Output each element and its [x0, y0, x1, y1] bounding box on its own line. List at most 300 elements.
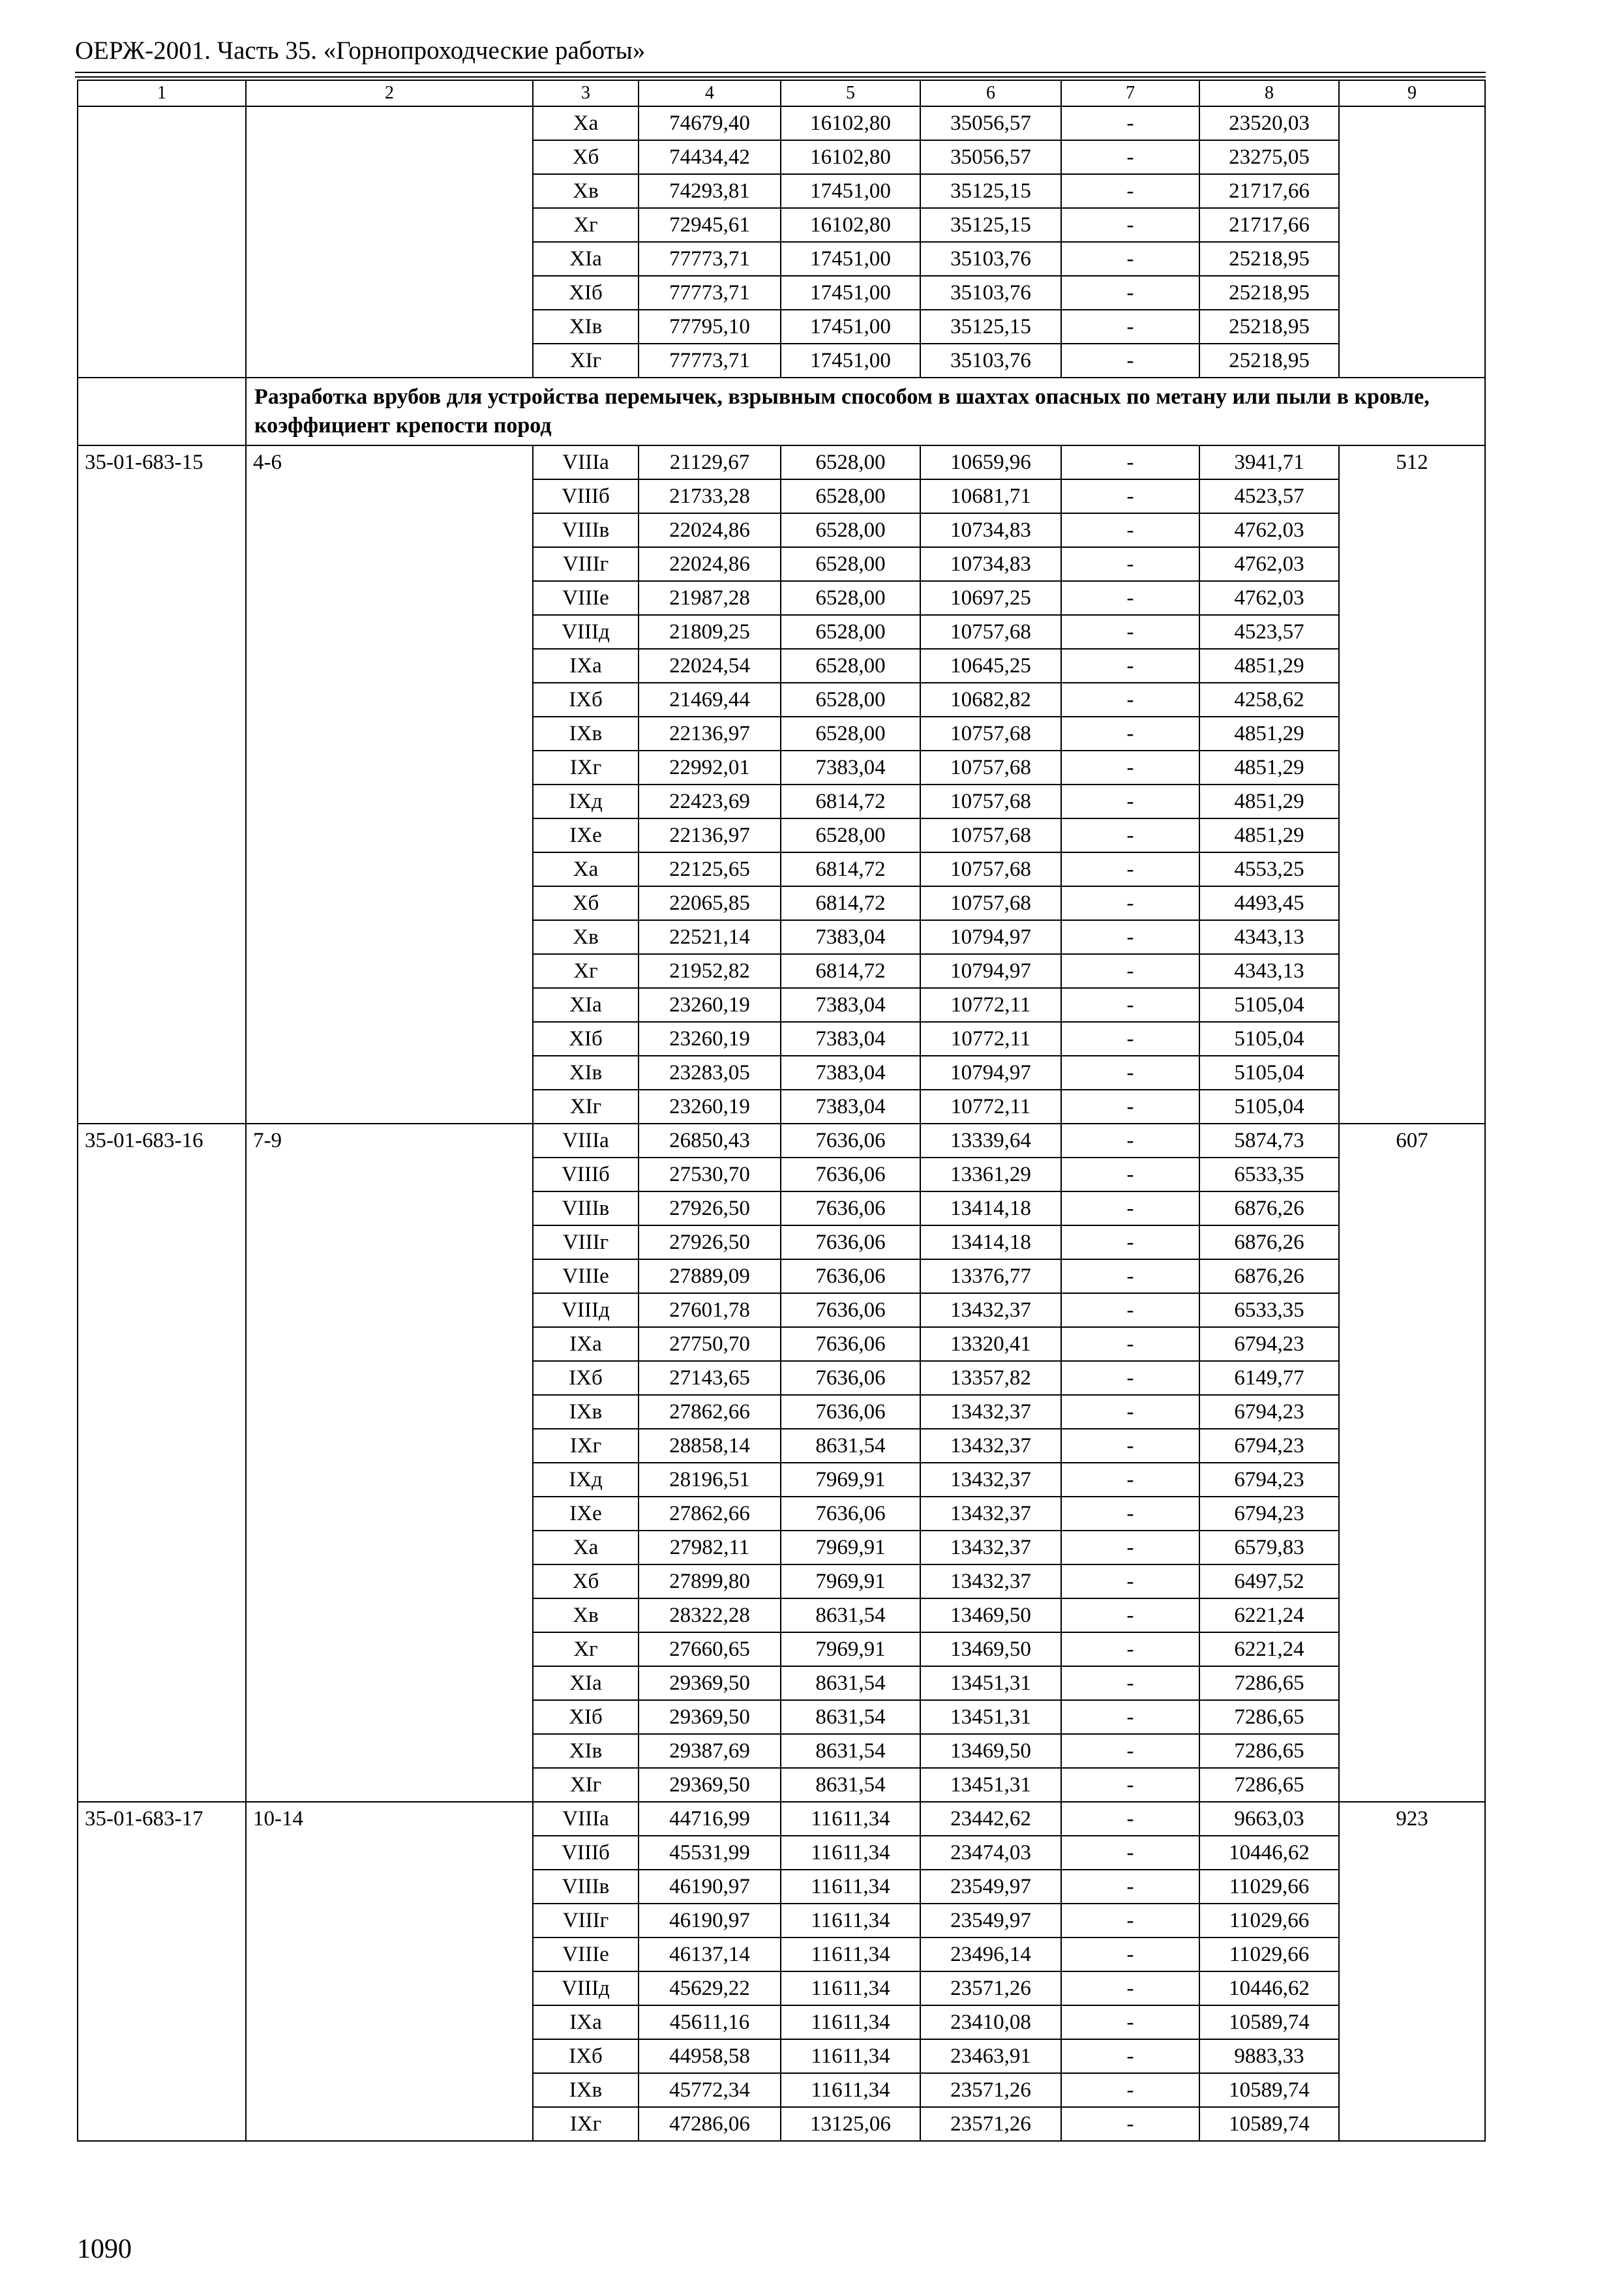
hardness-range-cell	[246, 852, 533, 886]
direct-cost-cell: 44716,99	[639, 1802, 781, 1836]
direct-cost-cell: 22423,69	[639, 785, 781, 818]
materials-cell: 4343,13	[1199, 920, 1339, 954]
hardness-range-cell	[246, 1564, 533, 1598]
hardness-range-cell	[246, 1904, 533, 1937]
machine-operation-cell: 35103,76	[920, 242, 1061, 276]
rate-code-cell	[78, 1022, 246, 1056]
category-cell: IXд	[533, 1463, 639, 1497]
column-number: 8	[1199, 80, 1339, 106]
wages-cell: 6528,00	[781, 581, 920, 615]
hardness-range-cell	[246, 1632, 533, 1666]
rate-code-cell	[78, 1836, 246, 1870]
rate-code-cell	[78, 1395, 246, 1429]
table-row	[78, 1598, 1485, 1632]
rate-code-cell	[78, 920, 246, 954]
rate-code-cell	[78, 276, 246, 310]
rate-code-cell	[78, 785, 246, 818]
direct-cost-cell: 46137,14	[639, 1937, 781, 1971]
category-cell: VIIIг	[533, 1904, 639, 1937]
hardness-range-cell	[246, 988, 533, 1022]
table-row	[78, 1293, 1485, 1327]
page-number: 1090	[77, 2234, 132, 2264]
direct-cost-cell: 45629,22	[639, 1971, 781, 2005]
category-cell: VIIIб	[533, 479, 639, 513]
rate-code-cell	[78, 1734, 246, 1768]
table-row	[78, 2073, 1485, 2107]
machinist-wages-cell: -	[1061, 1598, 1199, 1632]
direct-cost-cell: 22992,01	[639, 751, 781, 785]
table-row	[78, 1666, 1485, 1700]
labor-cost-cell	[1339, 2107, 1485, 2141]
direct-cost-cell: 29369,50	[639, 1666, 781, 1700]
materials-cell: 6794,23	[1199, 1463, 1339, 1497]
direct-cost-cell: 22065,85	[639, 886, 781, 920]
hardness-range-cell	[246, 1293, 533, 1327]
direct-cost-cell: 21733,28	[639, 479, 781, 513]
table-row	[78, 310, 1485, 344]
wages-cell: 17451,00	[781, 174, 920, 208]
rate-code-cell: 35-01-683-15	[78, 445, 246, 479]
direct-cost-cell: 74679,40	[639, 106, 781, 140]
labor-cost-cell	[1339, 886, 1485, 920]
materials-cell: 21717,66	[1199, 174, 1339, 208]
category-cell: XIб	[533, 276, 639, 310]
wages-cell: 6528,00	[781, 649, 920, 683]
machine-operation-cell: 23549,97	[920, 1870, 1061, 1904]
wages-cell: 7383,04	[781, 988, 920, 1022]
materials-cell: 6794,23	[1199, 1327, 1339, 1361]
machine-operation-cell: 10734,83	[920, 513, 1061, 547]
machine-operation-cell: 35125,15	[920, 208, 1061, 242]
table-row	[78, 920, 1485, 954]
table-row	[78, 1497, 1485, 1531]
rate-code-cell	[78, 208, 246, 242]
labor-cost-cell	[1339, 1293, 1485, 1327]
materials-cell: 4851,29	[1199, 785, 1339, 818]
hardness-range-cell	[246, 1497, 533, 1531]
direct-cost-cell: 27143,65	[639, 1361, 781, 1395]
machine-operation-cell: 10757,68	[920, 717, 1061, 751]
table-row	[78, 2005, 1485, 2039]
rate-code-cell	[78, 1327, 246, 1361]
labor-cost-cell	[1339, 818, 1485, 852]
machine-operation-cell: 10757,68	[920, 886, 1061, 920]
labor-cost-cell	[1339, 751, 1485, 785]
table-row	[78, 1395, 1485, 1429]
wages-cell: 11611,34	[781, 2039, 920, 2073]
labor-cost-cell	[1339, 1971, 1485, 2005]
category-cell: IXе	[533, 818, 639, 852]
materials-cell: 7286,65	[1199, 1700, 1339, 1734]
machine-operation-cell: 10794,97	[920, 954, 1061, 988]
table-row	[78, 1870, 1485, 1904]
machine-operation-cell: 10772,11	[920, 1022, 1061, 1056]
category-cell: IXб	[533, 683, 639, 717]
materials-cell: 4762,03	[1199, 581, 1339, 615]
rate-code-cell	[78, 1225, 246, 1259]
machinist-wages-cell: -	[1061, 208, 1199, 242]
direct-cost-cell: 23283,05	[639, 1056, 781, 1090]
direct-cost-cell: 29387,69	[639, 1734, 781, 1768]
wages-cell: 11611,34	[781, 2073, 920, 2107]
category-cell: IXд	[533, 785, 639, 818]
machine-operation-cell: 13432,37	[920, 1395, 1061, 1429]
hardness-range-cell	[246, 1870, 533, 1904]
machine-operation-cell: 13320,41	[920, 1327, 1061, 1361]
direct-cost-cell: 72945,61	[639, 208, 781, 242]
labor-cost-cell: 607	[1339, 1124, 1485, 1158]
table-row	[78, 242, 1485, 276]
labor-cost-cell	[1339, 1531, 1485, 1564]
section-title: Разработка врубов для устройства перемычек, взрывным способом в шахтах опасных по метану или пыли в кровле, коэффициент крепости пород	[254, 385, 1430, 438]
direct-cost-cell: 28196,51	[639, 1463, 781, 1497]
machinist-wages-cell: -	[1061, 445, 1199, 479]
wages-cell: 6528,00	[781, 615, 920, 649]
table-row	[78, 988, 1485, 1022]
category-cell: VIIIа	[533, 445, 639, 479]
hardness-range-cell	[246, 1056, 533, 1090]
rate-code-cell	[78, 1870, 246, 1904]
hardness-range-cell	[246, 1768, 533, 1802]
direct-cost-cell: 47286,06	[639, 2107, 781, 2141]
machinist-wages-cell: -	[1061, 1293, 1199, 1327]
materials-cell: 11029,66	[1199, 1904, 1339, 1937]
direct-cost-cell: 29369,50	[639, 1768, 781, 1802]
machinist-wages-cell: -	[1061, 140, 1199, 174]
table-row	[78, 344, 1485, 378]
rate-code-cell: 35-01-683-17	[78, 1802, 246, 1836]
column-number: 9	[1339, 80, 1485, 106]
labor-cost-cell	[1339, 920, 1485, 954]
rate-code-cell	[78, 174, 246, 208]
machine-operation-cell: 13432,37	[920, 1293, 1061, 1327]
wages-cell: 6814,72	[781, 886, 920, 920]
rate-code-cell	[78, 1700, 246, 1734]
hardness-range-cell	[246, 174, 533, 208]
direct-cost-cell: 21987,28	[639, 581, 781, 615]
hardness-range-cell	[246, 818, 533, 852]
category-cell: XIб	[533, 1700, 639, 1734]
rate-code-cell	[78, 242, 246, 276]
wages-cell: 7383,04	[781, 1090, 920, 1124]
category-cell: IXа	[533, 1327, 639, 1361]
machine-operation-cell: 13469,50	[920, 1734, 1061, 1768]
table-row	[78, 1937, 1485, 1971]
direct-cost-cell: 45772,34	[639, 2073, 781, 2107]
hardness-range-cell: 4-6	[246, 445, 533, 479]
materials-cell: 4553,25	[1199, 852, 1339, 886]
labor-cost-cell	[1339, 276, 1485, 310]
page-header: ОЕРЖ-2001. Часть 35. «Горнопроходческие работы»	[75, 37, 646, 65]
materials-cell: 6579,83	[1199, 1531, 1339, 1564]
direct-cost-cell: 77773,71	[639, 276, 781, 310]
machine-operation-cell: 10794,97	[920, 1056, 1061, 1090]
machinist-wages-cell: -	[1061, 310, 1199, 344]
rate-code-cell	[78, 717, 246, 751]
machinist-wages-cell: -	[1061, 1904, 1199, 1937]
labor-cost-cell	[1339, 1056, 1485, 1090]
hardness-range-cell	[246, 547, 533, 581]
wages-cell: 6814,72	[781, 954, 920, 988]
direct-cost-cell: 21469,44	[639, 683, 781, 717]
wages-cell: 7636,06	[781, 1191, 920, 1225]
table-row	[78, 751, 1485, 785]
machine-operation-cell: 35125,15	[920, 310, 1061, 344]
labor-cost-cell: 923	[1339, 1802, 1485, 1836]
hardness-range-cell	[246, 581, 533, 615]
wages-cell: 8631,54	[781, 1598, 920, 1632]
machinist-wages-cell: -	[1061, 1531, 1199, 1564]
materials-cell: 25218,95	[1199, 344, 1339, 378]
category-cell: VIIIд	[533, 615, 639, 649]
table-row	[78, 1090, 1485, 1124]
rate-code-cell: 35-01-683-16	[78, 1124, 246, 1158]
machinist-wages-cell: -	[1061, 2039, 1199, 2073]
materials-cell: 25218,95	[1199, 242, 1339, 276]
machinist-wages-cell: -	[1061, 988, 1199, 1022]
machine-operation-cell: 10757,68	[920, 615, 1061, 649]
wages-cell: 11611,34	[781, 1870, 920, 1904]
direct-cost-cell: 22024,54	[639, 649, 781, 683]
category-cell: IXе	[533, 1497, 639, 1531]
hardness-range-cell	[246, 1700, 533, 1734]
rate-code-cell	[78, 1429, 246, 1463]
column-number: 6	[920, 80, 1061, 106]
wages-cell: 16102,80	[781, 106, 920, 140]
rate-code-cell	[78, 1904, 246, 1937]
wages-cell: 7969,91	[781, 1632, 920, 1666]
materials-cell: 4523,57	[1199, 479, 1339, 513]
machine-operation-cell: 13414,18	[920, 1225, 1061, 1259]
category-cell: Xa	[533, 852, 639, 886]
table-row	[78, 2039, 1485, 2073]
direct-cost-cell: 74293,81	[639, 174, 781, 208]
wages-cell: 16102,80	[781, 208, 920, 242]
table-row	[78, 717, 1485, 751]
machine-operation-cell: 10794,97	[920, 920, 1061, 954]
rate-code-cell	[78, 1768, 246, 1802]
labor-cost-cell	[1339, 106, 1485, 140]
rate-code-cell	[78, 344, 246, 378]
labor-cost-cell	[1339, 1022, 1485, 1056]
materials-cell: 4493,45	[1199, 886, 1339, 920]
direct-cost-cell: 28322,28	[639, 1598, 781, 1632]
machine-operation-cell: 23571,26	[920, 2073, 1061, 2107]
table-row	[78, 479, 1485, 513]
hardness-range-cell: 10-14	[246, 1802, 533, 1836]
table-row	[78, 1429, 1485, 1463]
machine-operation-cell: 10757,68	[920, 852, 1061, 886]
machine-operation-cell: 10757,68	[920, 785, 1061, 818]
labor-cost-cell	[1339, 1225, 1485, 1259]
labor-cost-cell	[1339, 1259, 1485, 1293]
materials-cell: 25218,95	[1199, 310, 1339, 344]
category-cell: IXб	[533, 1361, 639, 1395]
materials-cell: 6876,26	[1199, 1225, 1339, 1259]
category-cell: Xa	[533, 1531, 639, 1564]
machinist-wages-cell: -	[1061, 852, 1199, 886]
machinist-wages-cell: -	[1061, 2107, 1199, 2141]
labor-cost-cell	[1339, 1904, 1485, 1937]
column-number: 7	[1061, 80, 1199, 106]
materials-cell: 23275,05	[1199, 140, 1339, 174]
machinist-wages-cell: -	[1061, 1971, 1199, 2005]
direct-cost-cell: 27899,80	[639, 1564, 781, 1598]
table-row	[78, 1802, 1485, 1836]
table-row	[78, 1463, 1485, 1497]
hardness-range-cell	[246, 242, 533, 276]
rate-code-cell	[78, 547, 246, 581]
wages-cell: 17451,00	[781, 242, 920, 276]
table-row	[78, 852, 1485, 886]
direct-cost-cell: 45531,99	[639, 1836, 781, 1870]
machinist-wages-cell: -	[1061, 479, 1199, 513]
machinist-wages-cell: -	[1061, 920, 1199, 954]
wages-cell: 6528,00	[781, 818, 920, 852]
hardness-range-cell	[246, 344, 533, 378]
column-number: 5	[781, 80, 920, 106]
labor-cost-cell	[1339, 242, 1485, 276]
machinist-wages-cell: -	[1061, 1632, 1199, 1666]
section-title-cell	[246, 378, 1485, 445]
wages-cell: 7383,04	[781, 751, 920, 785]
category-cell: Xб	[533, 886, 639, 920]
rate-code-cell	[78, 751, 246, 785]
machinist-wages-cell: -	[1061, 1259, 1199, 1293]
wages-cell: 7636,06	[781, 1361, 920, 1395]
machine-operation-cell: 35103,76	[920, 276, 1061, 310]
table-row	[78, 1700, 1485, 1734]
direct-cost-cell: 46190,97	[639, 1904, 781, 1937]
wages-cell: 11611,34	[781, 2005, 920, 2039]
labor-cost-cell	[1339, 1632, 1485, 1666]
machinist-wages-cell: -	[1061, 1802, 1199, 1836]
table-row	[78, 1259, 1485, 1293]
wages-cell: 6814,72	[781, 785, 920, 818]
rate-code-cell	[78, 2005, 246, 2039]
hardness-range-cell	[246, 1666, 533, 1700]
category-cell: XIг	[533, 1090, 639, 1124]
hardness-range-cell	[246, 1022, 533, 1056]
category-cell: IXа	[533, 2005, 639, 2039]
machine-operation-cell: 13469,50	[920, 1598, 1061, 1632]
machine-operation-cell: 13432,37	[920, 1463, 1061, 1497]
labor-cost-cell	[1339, 1327, 1485, 1361]
materials-cell: 10589,74	[1199, 2073, 1339, 2107]
rate-code-cell	[78, 513, 246, 547]
table-row	[78, 1734, 1485, 1768]
hardness-range-cell	[246, 2107, 533, 2141]
labor-cost-cell	[1339, 954, 1485, 988]
table-row	[78, 615, 1485, 649]
hardness-range-cell	[246, 954, 533, 988]
machine-operation-cell: 35056,57	[920, 140, 1061, 174]
rate-code-cell	[78, 1937, 246, 1971]
materials-cell: 6876,26	[1199, 1191, 1339, 1225]
category-cell: Xг	[533, 954, 639, 988]
category-cell: VIIIв	[533, 1870, 639, 1904]
hardness-range-cell	[246, 1361, 533, 1395]
hardness-range-cell	[246, 2005, 533, 2039]
wages-cell: 6528,00	[781, 479, 920, 513]
wages-cell: 7383,04	[781, 920, 920, 954]
wages-cell: 7969,91	[781, 1463, 920, 1497]
materials-cell: 7286,65	[1199, 1734, 1339, 1768]
hardness-range-cell	[246, 1598, 533, 1632]
direct-cost-cell: 74434,42	[639, 140, 781, 174]
rate-code-cell	[78, 479, 246, 513]
labor-cost-cell	[1339, 1768, 1485, 1802]
category-cell: VIIIг	[533, 547, 639, 581]
machine-operation-cell: 10772,11	[920, 988, 1061, 1022]
table-row	[78, 106, 1485, 140]
machine-operation-cell: 10734,83	[920, 547, 1061, 581]
hardness-range-cell	[246, 1158, 533, 1191]
column-number-row	[78, 80, 1485, 106]
wages-cell: 11611,34	[781, 1904, 920, 1937]
labor-cost-cell	[1339, 1700, 1485, 1734]
hardness-range-cell	[246, 140, 533, 174]
wages-cell: 7383,04	[781, 1056, 920, 1090]
machinist-wages-cell: -	[1061, 818, 1199, 852]
machinist-wages-cell: -	[1061, 1395, 1199, 1429]
labor-cost-cell	[1339, 1361, 1485, 1395]
table-row	[78, 1361, 1485, 1395]
materials-cell: 10589,74	[1199, 2005, 1339, 2039]
machine-operation-cell: 23571,26	[920, 1971, 1061, 2005]
direct-cost-cell: 44958,58	[639, 2039, 781, 2073]
hardness-range-cell	[246, 1429, 533, 1463]
hardness-range-cell	[246, 310, 533, 344]
wages-cell: 6528,00	[781, 717, 920, 751]
materials-cell: 4762,03	[1199, 513, 1339, 547]
machinist-wages-cell: -	[1061, 1937, 1199, 1971]
materials-cell: 6794,23	[1199, 1497, 1339, 1531]
direct-cost-cell: 27926,50	[639, 1191, 781, 1225]
machinist-wages-cell: -	[1061, 1836, 1199, 1870]
table-row	[78, 1056, 1485, 1090]
materials-cell: 10589,74	[1199, 2107, 1339, 2141]
materials-cell: 6533,35	[1199, 1158, 1339, 1191]
machinist-wages-cell: -	[1061, 106, 1199, 140]
materials-cell: 4851,29	[1199, 649, 1339, 683]
materials-cell: 7286,65	[1199, 1768, 1339, 1802]
labor-cost-cell	[1339, 2039, 1485, 2073]
hardness-range-cell	[246, 649, 533, 683]
materials-cell: 6794,23	[1199, 1429, 1339, 1463]
direct-cost-cell: 27530,70	[639, 1158, 781, 1191]
labor-cost-cell	[1339, 852, 1485, 886]
table-row	[78, 208, 1485, 242]
hardness-range-cell: 7-9	[246, 1124, 533, 1158]
machine-operation-cell: 13432,37	[920, 1429, 1061, 1463]
table-row	[78, 174, 1485, 208]
machinist-wages-cell: -	[1061, 615, 1199, 649]
labor-cost-cell	[1339, 785, 1485, 818]
category-cell: XIв	[533, 1734, 639, 1768]
category-cell: IXг	[533, 2107, 639, 2141]
machinist-wages-cell: -	[1061, 1564, 1199, 1598]
labor-cost-cell	[1339, 683, 1485, 717]
category-cell: Xг	[533, 208, 639, 242]
table-row	[78, 1158, 1485, 1191]
materials-cell: 5105,04	[1199, 988, 1339, 1022]
labor-cost-cell	[1339, 1564, 1485, 1598]
wages-cell: 8631,54	[781, 1666, 920, 1700]
wages-cell: 7636,06	[781, 1124, 920, 1158]
direct-cost-cell: 77773,71	[639, 344, 781, 378]
materials-cell: 3941,71	[1199, 445, 1339, 479]
